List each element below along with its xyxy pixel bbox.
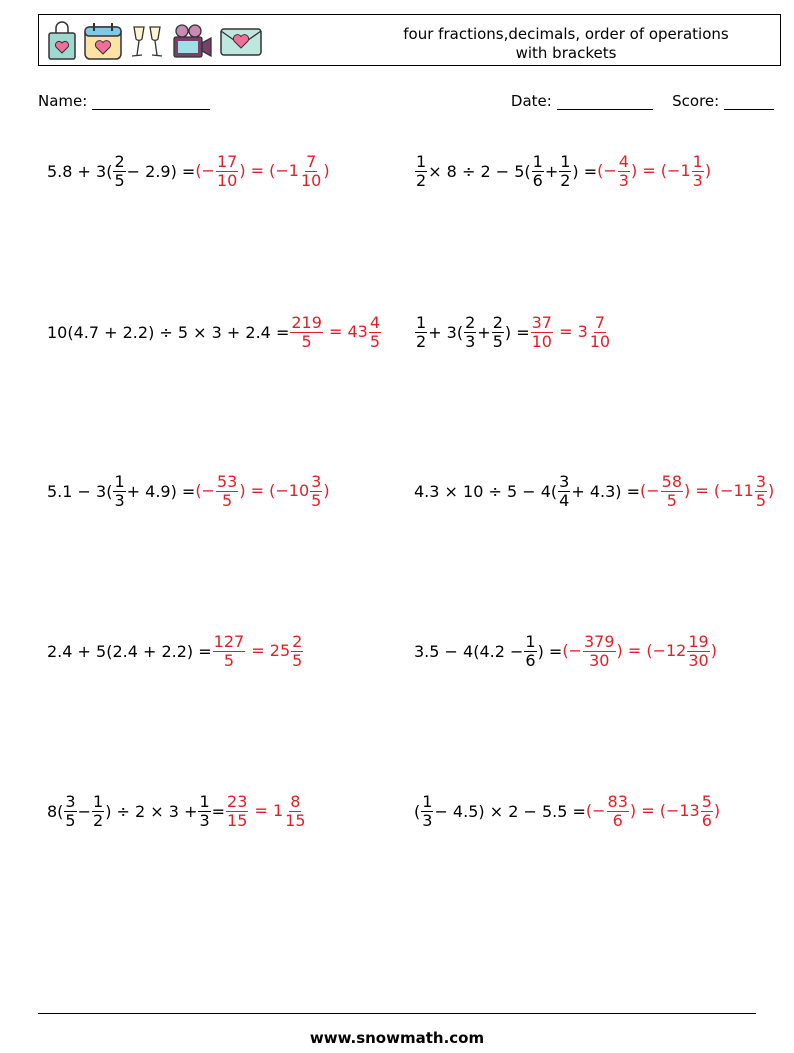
fraction: $\frac{1}{2}$ [560,151,571,190]
fraction: $\frac{3}{4}$ [559,471,570,510]
problem-6: 4.3 × 10 ÷ 5 − 4( $\frac{3}{4}$ + 4.3) = (− $\frac{58}{5}$ ) = (−11 $\frac{3}{5}$ ) [414,471,775,510]
fraction: $\frac{1}{3}$ [199,791,210,830]
answer: (− $\frac{83}{6}$ ) = (−13 $\frac{5}{6}$ ) [585,791,721,830]
name-label: Name: [38,92,88,110]
date-score-fields [511,92,774,110]
problem-1: 5.8 + 3( $\frac{2}{5}$ − 2.9) = (− $\frac{17}{10}$ ) = (−1 $\frac{7}{10}$ ) [47,151,330,190]
fraction: $\frac{1}{6}$ [532,151,543,190]
date-label: Date: [510,92,552,110]
problem-3: 10(4.7 + 2.2) ÷ 5 × 3 + 2.4 = $\frac{219}{5}$ = 43 $\frac{4}{5}$ [47,312,381,351]
video-camera-icon [171,21,213,61]
problem-4: $\frac{1}{2}$ + 3( $\frac{2}{3}$ + $\frac{2}{5}$ ) = $\frac{37}{10}$ = 3 $\frac{7}{10}$ [416,312,611,351]
answer: $\frac{219}{5}$ = 43 $\frac{4}{5}$ [291,312,381,351]
answer: (− $\frac{379}{30}$ ) = (−12 $\frac{19}{30}$ ) [562,631,717,670]
calendar-heart-icon [83,21,123,61]
problem-7: 2.4 + 5(2.4 + 2.2) = $\frac{127}{5}$ = 25 $\frac{2}{5}$ [47,631,303,670]
fraction: $\frac{1}{2}$ [93,791,104,830]
name-blank [92,95,210,110]
problem-5: 5.1 − 3( $\frac{1}{3}$ + 4.9) = (− $\frac{53}{5}$ ) = (−10 $\frac{3}{5}$ ) [47,471,330,510]
love-letter-icon [219,21,263,61]
problem-9: 8( $\frac{3}{5}$ − $\frac{1}{2}$ ) ÷ 2 × 3 + $\frac{1}{3}$ = $\frac{23}{15}$ = 1 $\frac{8}{15}$ [47,791,306,830]
fraction: $\frac{2}{5}$ [114,151,125,190]
answer: (− $\frac{4}{3}$ ) = (−1 $\frac{1}{3}$ ) [597,151,712,190]
shopping-bag-heart-icon [47,21,77,61]
score-blank [724,95,774,110]
fraction: $\frac{1}{6}$ [525,631,536,670]
name-field [38,92,210,110]
fraction: $\frac{1}{2}$ [416,312,427,351]
footer-url[interactable]: www.snowmath.com [309,1029,485,1047]
header-icons [47,21,263,61]
fraction: $\frac{3}{5}$ [65,791,76,830]
answer: (− $\frac{17}{10}$ ) = (−1 $\frac{7}{10}$ ) [195,151,330,190]
answer: $\frac{127}{5}$ = 25 $\frac{2}{5}$ [213,631,303,670]
fraction: $\frac{2}{3}$ [465,312,476,351]
fraction: $\frac{2}{5}$ [492,312,503,351]
problem-2: $\frac{1}{2}$ × 8 ÷ 2 − 5( $\frac{1}{6}$ + $\frac{1}{2}$ ) = (− $\frac{4}{3}$ ) = (−1 $\frac{1}{3}$ ) [416,151,712,190]
answer: $\frac{23}{15}$ = 1 $\frac{8}{15}$ [227,791,306,830]
date-blank [557,95,653,110]
worksheet-header [38,14,781,66]
worksheet-title: four fractions,decimals, order of operations with brackets [403,25,729,62]
fraction: $\frac{1}{2}$ [416,151,427,190]
fraction: $\frac{1}{3}$ [422,791,433,830]
champagne-glasses-icon [129,21,165,61]
problem-10: ( $\frac{1}{3}$ − 4.5) × 2 − 5.5 = (− $\frac{83}{6}$ ) = (−13 $\frac{5}{6}$ ) [414,791,721,830]
fraction: $\frac{1}{3}$ [114,471,125,510]
score-label: Score: [672,92,720,110]
answer: (− $\frac{53}{5}$ ) = (−10 $\frac{3}{5}$ ) [195,471,330,510]
answer: (− $\frac{58}{5}$ ) = (−11 $\frac{3}{5}$ ) [640,471,775,510]
problem-8: 3.5 − 4(4.2 − $\frac{1}{6}$ ) = (− $\frac{379}{30}$ ) = (−12 $\frac{19}{30}$ ) [414,631,717,670]
answer: $\frac{37}{10}$ = 3 $\frac{7}{10}$ [531,312,611,351]
footer-divider [38,1013,756,1014]
